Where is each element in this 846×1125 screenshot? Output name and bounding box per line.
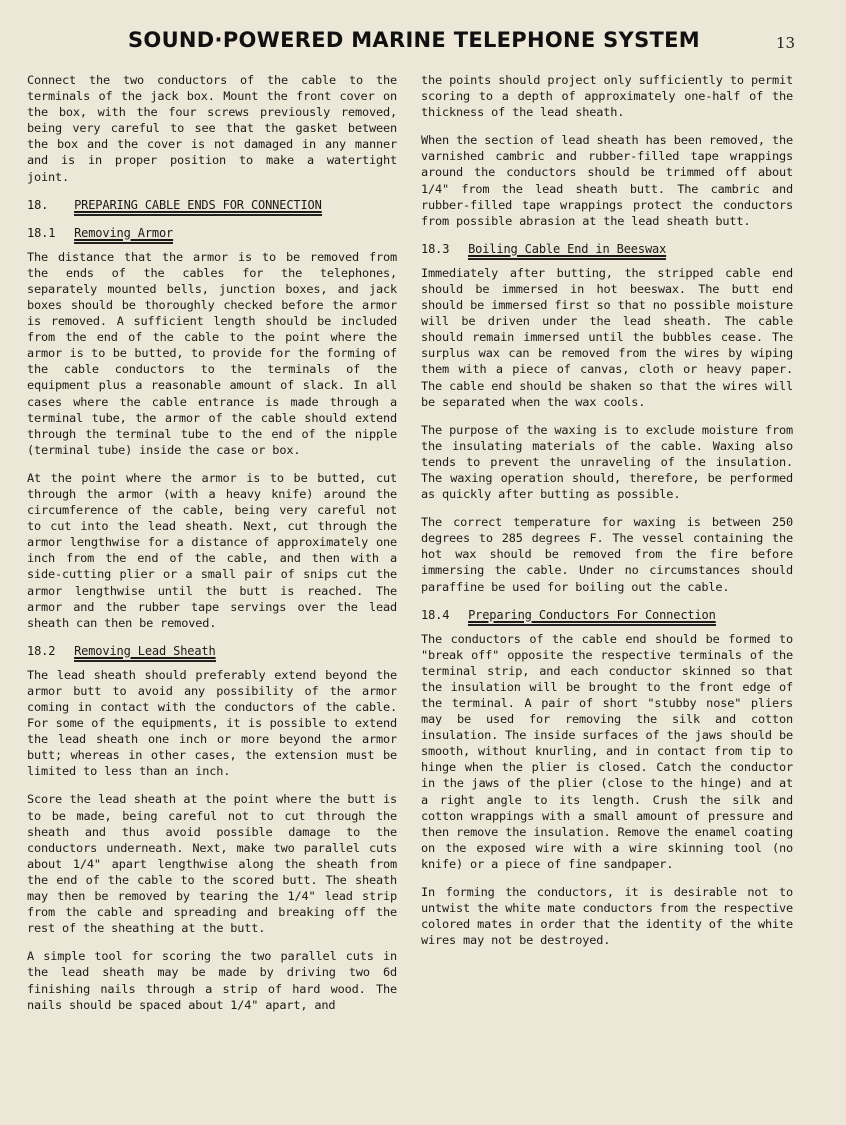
section-number: 18.4 (421, 607, 450, 622)
section-title: PREPARING CABLE ENDS FOR CONNECTION (74, 198, 322, 216)
left-column (27, 72, 397, 1025)
paragraph-lead-sheath-score: Score the lead sheath at the point where the butt is to be made, being careful not to cut through the sheath and thus avoid possible damage to the conductors underneath. Next, make two parallel cuts about 1/4" apart lengthwise along the sheath from the end of the cable to the scored butt. The sheath may then be removed by tearing the 1/4" lead strip from the cable and spreading and breaking off the rest of the sheathing at the butt. (27, 792, 397, 936)
section-heading-18-4 (421, 607, 793, 623)
paragraph-intro: Connect the two conductors of the cable to the terminals of the jack box. Mount the front cover on the box, with the four screws previously removed, being very careful to see that the gasket between the box and the cover is not damaged in any manner and is in proper position to make a watertight joint. (27, 73, 397, 184)
paragraph-beeswax-immersion: Immediately after butting, the stripped cable end should be immersed in hot beeswax. The butt end should be immersed first so that no possible moisture will be driven under the lead sheath. The cable should remain immersed until the bubbles cease. The surplus wax can be removed from the wires by wiping them with a piece of canvas, cloth or heavy paper. The cable end should be shaken so that the wires will be separated when the wax cools. (421, 265, 793, 409)
page-header (0, 28, 846, 58)
section-heading-18-2 (27, 643, 397, 659)
section-number: 18.2 (27, 643, 56, 658)
paragraph-armor-distance: The distance that the armor is to be removed from the ends of the cables for the telephones, separately mounted bells, junction boxes, and jack boxes should be thoroughly checked before the armor is removed. A sufficient length should be included from the end of the cable to the point where the armor is to be butted, to provide for the forming of the cable conductors to the terminals of the equipment plus a reasonable amount of slack. In all cases where the cable entrance is made through a terminal tube, the armor of the cable should extend through the terminal tube to the end of the nipple (terminal tube) inside the case or box. (27, 249, 397, 457)
paragraph-conductor-forming: The conductors of the cable end should be formed to "break off" opposite the respective terminals of the terminal strip, and each conductor skinned so that the insulation will be brought to the front edge of the terminal. A pair of short "stubby nose" pliers may be used for removing the silk and cotton insulation. The inside surfaces of the jaws should be smooth, without knurling, and in contact from tip to hinge when the plier is closed. Catch the conductor in the jaws of the plier (close to the hinge) and at a right angle to its length. Crush the silk and cotton wrappings with a small amount of pressure and then remove the insulation. Remove the enamel coating on the exposed wire with a wire skinning tool (no knife) or a piece of fine sandpaper. (421, 631, 793, 871)
section-title: Boiling Cable End in Beeswax (468, 242, 666, 260)
paragraph-scoring-continued: the points should project only sufficiently to permit scoring to a depth of approximately one-half of the thickness of the lead sheath. (421, 73, 793, 120)
section-title: Removing Armor (74, 226, 173, 244)
page-number: 13 (776, 34, 796, 52)
section-title: Removing Lead Sheath (74, 644, 216, 662)
section-number: 18. (27, 197, 49, 212)
section-number: 18.1 (27, 225, 56, 240)
page-title: SOUND·POWERED MARINE TELEPHONE SYSTEM (128, 28, 700, 52)
paragraph-lead-sheath-extend: The lead sheath should preferably extend beyond the armor butt to avoid any possibility of the armor coming in contact with the conductors of the cable. For some of the equipments, it is possible to extend the lead sheath one inch or more beyond the armor butt; whereas in other cases, the extension must be limited to less than an inch. (27, 667, 397, 779)
paragraph-waxing-purpose: The purpose of the waxing is to exclude moisture from the insulating materials of the cable. Waxing also tends to prevent the unraveling of the insulation. The waxing operation should, therefore, be performed as quickly after butting as possible. (421, 422, 793, 502)
section-title: Preparing Conductors For Connection (468, 608, 716, 626)
paragraph-scoring-tool: A simple tool for scoring the two parallel cuts in the lead sheath may be made by driving two 6d finishing nails through a strip of hard wood. The nails should be spaced about 1/4" apart, and (27, 949, 397, 1012)
paragraph-white-mate-conductors: In forming the conductors, it is desirable not to untwist the white mate conductors from the respective colored mates in order that the identity of the white wires may not be destroyed. (421, 885, 793, 948)
right-column (421, 72, 793, 960)
section-heading-18-1 (27, 225, 397, 241)
section-heading-18-3 (421, 241, 793, 257)
section-number: 18.3 (421, 241, 450, 256)
paragraph-waxing-temperature: The correct temperature for waxing is between 250 degrees to 285 degrees F. The vessel containing the hot wax should be removed from the fire before immersing the cable. Under no circumstances should paraffine be used for boiling out the cable. (421, 515, 793, 594)
paragraph-armor-butt: At the point where the armor is to be butted, cut through the armor (with a heavy knife) around the circumference of the cable, being very careful not to cut into the lead sheath. Next, cut through the armor lengthwise for a distance of approximately one inch from the end of the cable, and then with a side-cutting plier or a small pair of snips cut the armor lengthwise until the butt is reached. The armor and the rubber tape servings over the lead sheath can then be removed. (27, 470, 397, 630)
section-heading-18 (27, 197, 397, 213)
paragraph-cambric-wrappings: When the section of lead sheath has been removed, the varnished cambric and rubber-filled tape wrappings around the conductors should be trimmed off about 1/4" from the lead sheath butt. The cambric and rubber-filled tape wrappings protect the conductors from possible abrasion at the lead sheath butt. (421, 133, 793, 228)
